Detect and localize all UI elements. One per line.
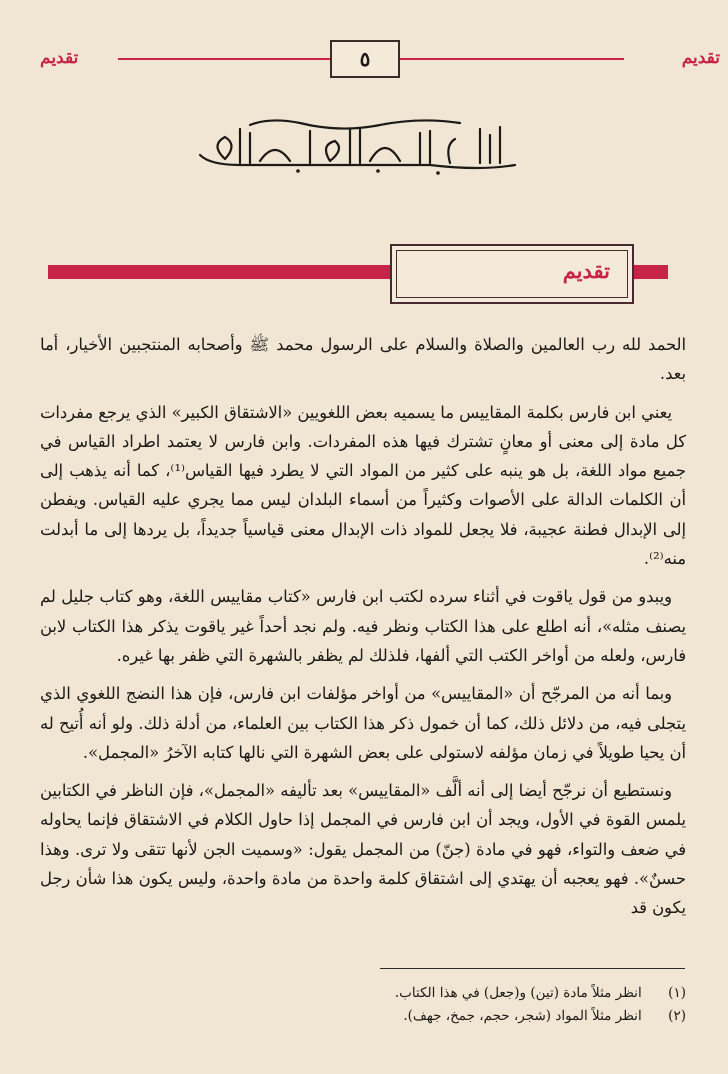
paragraph: يعني ابن فارس بكلمة المقاييس ما يسميه بعض اللغويين «الاشتقاق الكبير» الذي يرجع مفردات كل مادة إلى معنى أو معانٍ تشترك فيها هذه المفردات. وابن فارس لا يعتمد اطراد القياس في جميع مواد اللغة، بل هو ينبه على كثير من المواد التي لا يطرد فيها القياس⁽¹⁾، كما أنه يذهب إلى أن الكلمات الدالة على الأصوات وكثيراً من أسماء البلدان ليس مما يجري عليه القياس. ويفطن إلى الإبدال فطنة عجيبة، فلا يجعل للمواد ذات الإبدال معنى قياسياً جديداً، بل يردها إلى ما أبدلت منه⁽²⁾.	[40, 402, 686, 569]
section-title-frame	[390, 244, 634, 304]
page-number: ٥	[330, 40, 400, 78]
footnote-number: (٢)	[668, 1008, 686, 1024]
body-text	[40, 330, 686, 925]
basmala-calligraphy	[180, 115, 520, 175]
paragraph: وبما أنه من المرجّح أن «المقاييس» من أواخر مؤلفات ابن فارس، فإن هذا النضج اللغوي الذي يتجلى فيه، من دلائل ذلك، كما أن خمول ذكر هذا الكتاب بين العلماء، من أدلة ذلك. ولو أنه أُتيح له أن يحيا طويلاً في زمان مؤلفه لاستولى على بعض الشهرة التي نالها كتابه الآخرُ «المجمل».	[40, 684, 686, 762]
paragraph: ويبدو من قول ياقوت في أثناء سرده لكتب ابن فارس «كتاب مقاييس اللغة، وهو كتاب جليل لم يصنف مثله»، أنه اطلع على هذا الكتاب ونظر فيه. ولم نجد أحداً غير ياقوت يذكر هذا الكتاب لابن فارس، ولعله من أواخر الكتب التي ألفها، فلذلك لم يظفر بالشهرة التي ظفر بها غيره.	[40, 587, 686, 665]
footnote-text: انظر مثلاً المواد (شجر، حجم، جمخ، جهف).	[403, 1008, 642, 1024]
footnote-text: انظر مثلاً مادة (تين) و(جعل) في هذا الكتاب.	[394, 985, 642, 1001]
footnote	[60, 982, 686, 1005]
footnote-separator	[380, 968, 685, 969]
paragraph: الحمد لله رب العالمين والصلاة والسلام على الرسول محمد ﷺ وأصحابه المنتجبين الأخيار، أما بعد.	[40, 335, 686, 384]
footnote	[60, 1005, 686, 1028]
running-title-left: تقديم	[40, 48, 79, 68]
footnotes	[60, 982, 686, 1028]
running-header	[0, 40, 728, 80]
section-title: تقديم	[562, 258, 610, 283]
header-rule-right	[400, 58, 624, 60]
header-rule-left	[118, 58, 330, 60]
footnote-number: (١)	[668, 985, 686, 1001]
paragraph: ونستطيع أن نرجّح أيضا إلى أنه ألَّف «المقاييس» بعد تأليفه «المجمل»، فإن الناظر في الكتابين يلمس القوة في الأول، ويجد أن ابن فارس في المجمل إذا حاول الكلام في الاشتقاق فإنما يحاوله في ضعف والتواء، فهو في مادة (جنّ) من المجمل يقول: «وسميت الجن لأنها تتقى ولا ترى. وهذا حسنٌ». فهو يعجبه أن يهتدي إلى اشتقاق كلمة واحدة من مادة واحدة، وليس يكون هذا شأن رجل يكون قد	[40, 781, 686, 918]
running-title-right: تقديم	[681, 48, 720, 68]
